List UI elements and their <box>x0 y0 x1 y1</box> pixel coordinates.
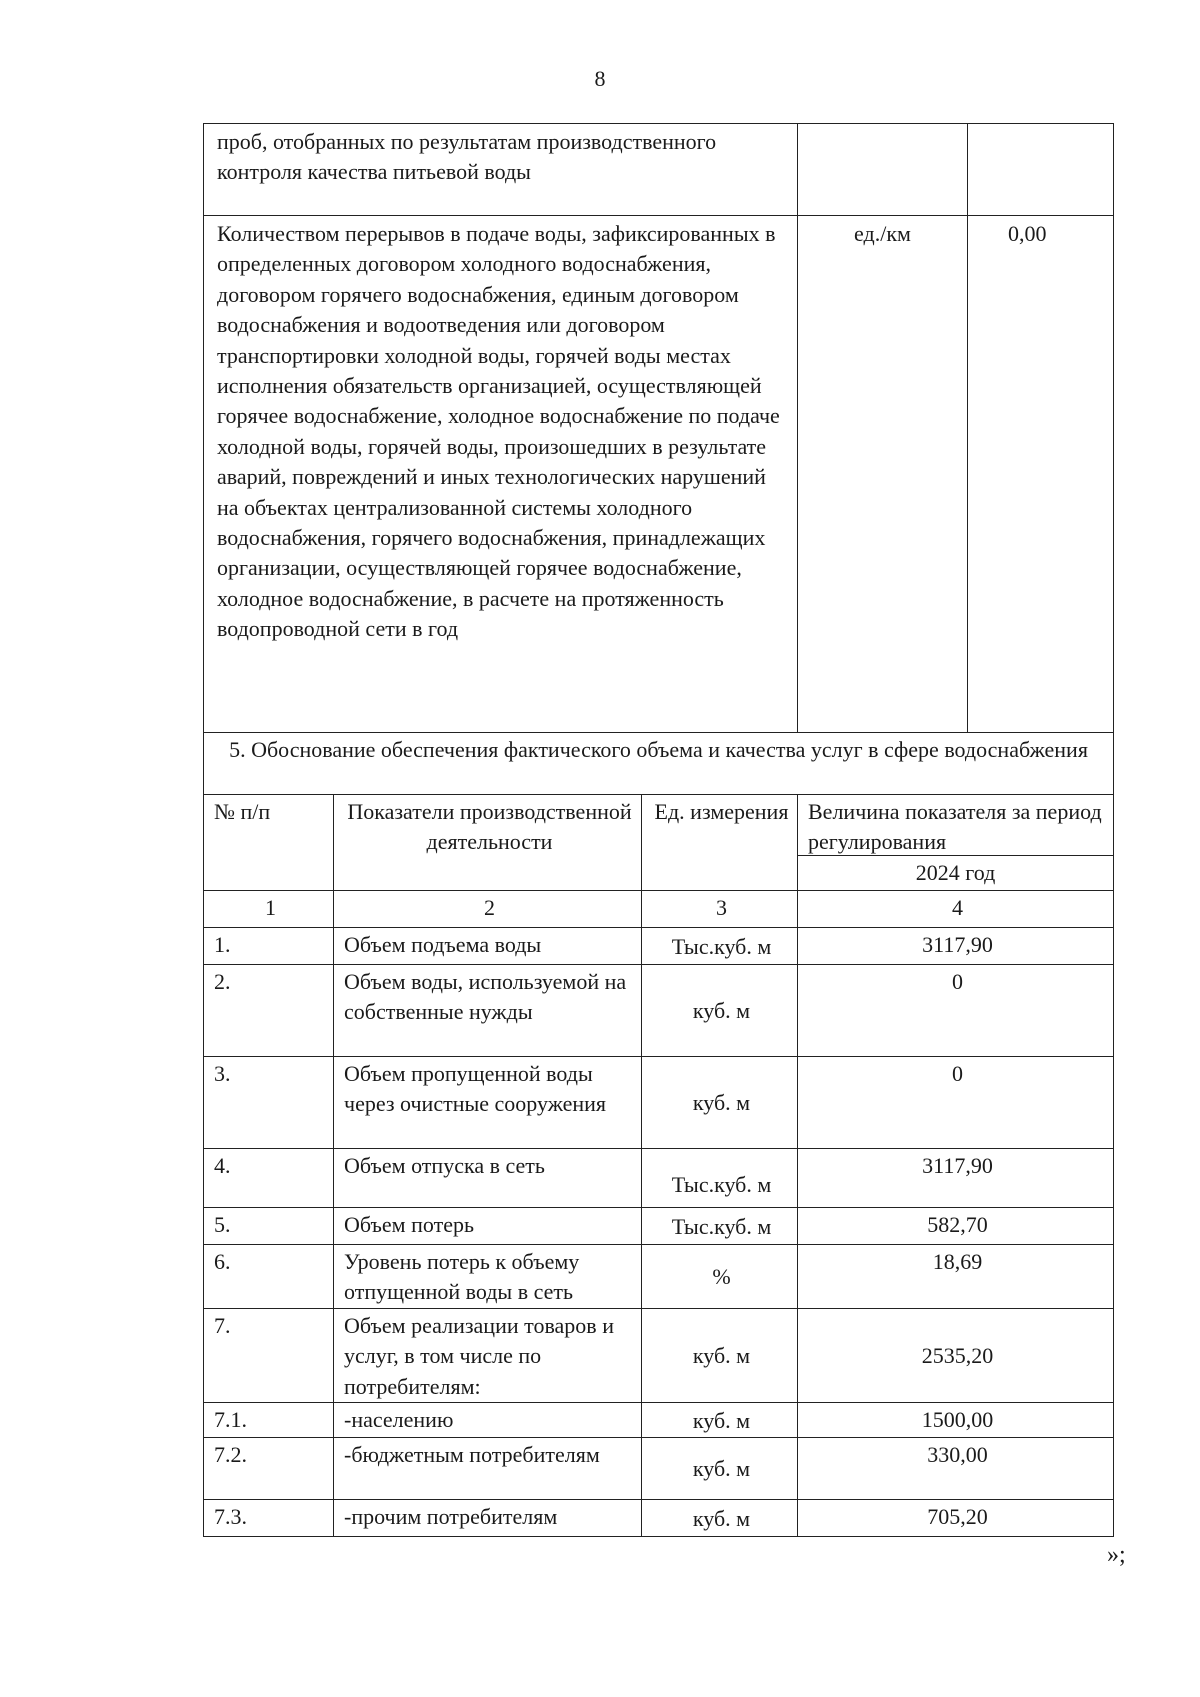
column-number: 1 <box>204 891 334 928</box>
header-year: 2024 год <box>915 860 996 885</box>
row-unit: куб. м <box>642 1057 798 1149</box>
row-num: 6. <box>204 1245 334 1309</box>
indicator-unit: ед./км <box>798 216 968 733</box>
row-value: 0 <box>798 965 1114 1057</box>
row-unit: куб. м <box>642 1438 798 1500</box>
row-unit: куб. м <box>642 965 798 1057</box>
table-row <box>204 1057 1114 1149</box>
indicator-description: проб, отобранных по результатам производственного контроля качества питьевой воды <box>204 124 798 216</box>
row-indicator: -прочим потребителям <box>334 1500 642 1537</box>
row-value: 2535,20 <box>798 1308 1114 1402</box>
row-value: 3117,90 <box>798 928 1114 965</box>
row-unit: % <box>642 1245 798 1309</box>
row-num: 7.2. <box>204 1438 334 1500</box>
indicator-value: 0,00 <box>1008 221 1047 246</box>
row-num: 7.3. <box>204 1500 334 1537</box>
row-unit: Тыс.куб. м <box>642 928 798 965</box>
row-unit: куб. м <box>642 1308 798 1402</box>
table-row <box>204 965 1114 1057</box>
table-row <box>204 1500 1114 1537</box>
row-num: 4. <box>204 1149 334 1208</box>
column-number: 2 <box>334 891 642 928</box>
row-value: 0 <box>798 1057 1114 1149</box>
column-number: 4 <box>798 891 1114 928</box>
row-indicator: Объем потерь <box>334 1208 642 1245</box>
table-row <box>204 1308 1114 1402</box>
header-num: № п/п <box>204 795 334 891</box>
row-num: 2. <box>204 965 334 1057</box>
row-value: 18,69 <box>798 1245 1114 1309</box>
row-num: 1. <box>204 928 334 965</box>
row-indicator: Объем подъема воды <box>334 928 642 965</box>
row-indicator: -бюджетным потребителям <box>334 1438 642 1500</box>
table-row <box>204 1245 1114 1309</box>
row-unit: Тыс.куб. м <box>642 1208 798 1245</box>
row-value: 1500,00 <box>798 1403 1114 1438</box>
row-indicator: Уровень потерь к объему отпущенной воды в сеть <box>334 1245 642 1309</box>
indicator-value <box>968 124 1114 216</box>
header-row <box>204 795 1114 891</box>
indicator-unit <box>798 124 968 216</box>
row-value: 3117,90 <box>798 1149 1114 1208</box>
row-num: 7. <box>204 1308 334 1402</box>
row-indicator: Объем пропущенной воды через очистные сооружения <box>334 1057 642 1149</box>
row-num: 3. <box>204 1057 334 1149</box>
row-unit: куб. м <box>642 1500 798 1537</box>
row-indicator: Объем реализации товаров и услуг, в том числе по потребителям: <box>334 1308 642 1402</box>
indicator-continuation-table <box>203 123 1114 733</box>
water-supply-indicators-table <box>203 732 1114 1537</box>
table-row <box>204 216 1114 733</box>
table-row <box>204 928 1114 965</box>
table-row <box>204 1438 1114 1500</box>
closing-quote-mark: »; <box>1107 1542 1126 1568</box>
header-value: Величина показателя за период регулирования <box>798 795 1113 856</box>
header-unit: Ед. измерения <box>642 795 798 891</box>
row-indicator: Объем отпуска в сеть <box>334 1149 642 1208</box>
section-title: 5. Обоснование обеспечения фактического объема и качества услуг в сфере водоснабжения <box>204 733 1114 795</box>
column-number-row <box>204 891 1114 928</box>
row-indicator: Объем воды, используемой на собственные нужды <box>334 965 642 1057</box>
table-row <box>204 1208 1114 1245</box>
row-value: 705,20 <box>798 1500 1114 1537</box>
page-number: 8 <box>594 66 606 91</box>
row-value: 582,70 <box>798 1208 1114 1245</box>
row-indicator: -населению <box>334 1403 642 1438</box>
row-unit: Тыс.куб. м <box>642 1149 798 1208</box>
table-row <box>204 1149 1114 1208</box>
table-row <box>204 124 1114 216</box>
table-row <box>204 1403 1114 1438</box>
header-indicator: Показатели производственной деятельности <box>334 795 642 891</box>
row-value: 330,00 <box>798 1438 1114 1500</box>
row-num: 5. <box>204 1208 334 1245</box>
row-unit: куб. м <box>642 1403 798 1438</box>
indicator-description: Количеством перерывов в подаче воды, зафиксированных в определенных договором холодного водоснабжения, договором горячего водоснабжения, единым договором водоснабжения и водоотведения или договором транспортировки холодной воды, горячей воды местах исполнения обязательств организацией, осуществляющей горячее водоснабжение, холодное водоснабжение по подаче холодной воды, горячей воды, произошедших в результате аварий, повреждений и иных технологических нарушений на объектах централизованной системы холодного водоснабжения, горячего водоснабжения, принадлежащих организации, осуществляющей горячее водоснабжение, холодное водоснабжение, в расчете на протяженность водопроводной сети в год <box>204 216 798 733</box>
section-title-row <box>204 733 1114 795</box>
row-num: 7.1. <box>204 1403 334 1438</box>
column-number: 3 <box>642 891 798 928</box>
